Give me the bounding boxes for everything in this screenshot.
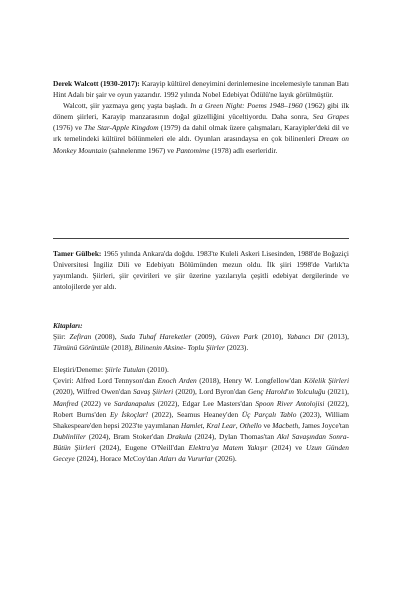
translation-title: Ey İskoçlar! bbox=[110, 409, 149, 419]
translation-title: Üç Parçalı Tablo bbox=[241, 409, 297, 419]
walcott-intro: Derek Walcott (1930-2017): Karayip kültürel deneyimini derinlemesine incelemesiyle tanınan Batı Hint Adalı bir şair ve oyun yazarıdır. 1992 yılında Nobel Edebiyat Ödülü'ne layık görülmüştür. bbox=[53, 79, 349, 100]
gulbek-bio bbox=[53, 248, 349, 292]
translation-author: Horace McCoy'dan bbox=[100, 454, 160, 464]
translation-author: Robert Burns'den bbox=[53, 409, 111, 419]
translation-title: Kölelik Şiirleri bbox=[304, 376, 350, 386]
book-title: Suda Tuhaf Hareketler bbox=[120, 332, 192, 342]
translation-title: Savaş Şiirleri bbox=[132, 387, 174, 397]
walcott-bio bbox=[53, 78, 349, 156]
translation-title: Atları da Vururlar bbox=[159, 454, 214, 464]
translation-author: Alfred Lord Tennyson'dan bbox=[75, 376, 158, 386]
book-year: (2018), bbox=[109, 343, 135, 353]
translation-year: ve bbox=[261, 420, 273, 430]
translation-author: James Joyce'tan bbox=[301, 420, 349, 430]
gulbek-name: Tamer Gülbek: bbox=[53, 249, 102, 258]
translation-title: Manfred bbox=[53, 398, 79, 408]
translation-title: Kral Lear bbox=[206, 420, 236, 430]
translation-author: Lord Byron'dan bbox=[198, 387, 248, 397]
book-year: (2008), bbox=[91, 332, 121, 342]
translation-author: Dylan Thomas'tan bbox=[219, 431, 278, 441]
translation-title: Akıl Savaşından Sonra- Bütün Şiirleri bbox=[53, 431, 350, 452]
translation-year: (2026). bbox=[213, 454, 237, 464]
translation-author: Seamus Heaney'den bbox=[176, 409, 242, 419]
translation-title: Spoon River Antolojisi bbox=[255, 398, 325, 408]
translation-title: Genç Harold'ın Yolculuğu bbox=[247, 387, 326, 397]
translation-year: (2023), bbox=[296, 409, 326, 419]
essay-list: Eleştiri/Deneme: Şiirle Tutulan (2010). bbox=[53, 365, 169, 375]
translation-year: (2024), bbox=[95, 442, 125, 452]
gulbek-intro: Tamer Gülbek: 1965 yılında Ankara'da doğdu. 1983'te Kuleli Askeri Lisesinden, 1988'de Boğaziçi Üniversitesi İngiliz Dili ve Edebiyatı Bölümünden mezun oldu. İlk şiiri 1998'de Varlık'ta yayımlandı. Şiirleri, şiir çevirileri ve şiir üzerine yazılarıyla çeşitli edebiyat dergilerinde ve antolojilerde yer aldı. bbox=[53, 249, 349, 292]
walcott-career: Walcott, şiir yazmaya genç yaşta başladı. In a Green Night: Poems 1948–1960 (1962) gibi ilk dönem şiirleri, Karayip manzarasının doğal güzelliğini yüceltiyordu. Daha sonra, Sea Grapes (1976) ve The Star-Apple Kingdom (1979) da dahil olmak üzere çalışmaları, Karayipler'deki dil ve ırk temelindeki kültürel bölünmeleri ele aldı. Oyunları arasındaysa en çok bilinenleri Dream on Monkey Mountain (sahnelenme 1967) ve Pantomime (1978) adlı eserleridir. bbox=[53, 101, 350, 155]
translation-year: (2022), bbox=[148, 409, 177, 419]
spacer bbox=[53, 353, 349, 364]
book-title: Güven Park bbox=[220, 332, 258, 342]
bibliography bbox=[53, 320, 349, 464]
book-title: Tümünü Görüntüle bbox=[53, 343, 110, 353]
translation-title: Elektra'ya Matem Yakışır bbox=[188, 442, 268, 452]
translation-year: (2024), bbox=[191, 431, 220, 441]
translation-year: (2022), bbox=[324, 398, 350, 408]
translation-author: Edgar Lee Masters'dan bbox=[182, 398, 256, 408]
book-year: (2013), bbox=[323, 332, 349, 342]
translation-year: (2018), bbox=[196, 376, 224, 386]
translation-author: Bram Stoker'dan bbox=[113, 431, 167, 441]
section-divider bbox=[53, 238, 349, 239]
translation-list: Çeviri: Alfred Lord Tennyson'dan Enoch Arden (2018), Henry W. Longfellow'dan Kölelik Şiirleri (2020), Wilfred Owen'dan Savaş Şiirleri (2020), Lord Byron'dan Genç Harold'ın Yolculuğu (2021), Manfred (2022) ve Sardanapalus (2022), Edgar Lee Masters'dan Spoon River Antolojisi (2022), Robert Burns'den Ey İskoçlar! (2022), Seamus Heaney'den Üç Parçalı Tablo (2023), William Shakespeare'den hepsi 2023'te yayımlanan Hamlet, Kral Lear, Othello ve Macbeth, James Joyce'tan Dublinliler (2024), Bram Stoker'dan Drakula (2024), Dylan Thomas'tan Akıl Savaşından Sonra- Bütün Şiirleri (2024), Eugene O'Neill'dan Elektra'ya Matem Yakışır (2024) ve Uzun Günden Geceye (2024), Horace McCoy'dan Atları da Vururlar (2026). bbox=[53, 376, 350, 464]
translation-year: (2024), bbox=[85, 431, 114, 441]
translation-year: (2022), bbox=[154, 398, 183, 408]
book-year: (2009), bbox=[191, 332, 221, 342]
translation-author: Wilfred Owen'dan bbox=[76, 387, 133, 397]
walcott-name: Derek Walcott (1930-2017): bbox=[53, 79, 140, 88]
translation-title: Sardanapalus bbox=[113, 398, 155, 408]
book-year: (2010), bbox=[257, 332, 287, 342]
translation-year: , bbox=[298, 420, 302, 430]
translation-author: William Shakespeare'den hepsi 2023'te yayımlanan bbox=[53, 409, 349, 430]
books-heading: Kitapları: bbox=[53, 321, 83, 330]
translation-title: Enoch Arden bbox=[157, 376, 197, 386]
book-title: Zefiran bbox=[69, 332, 92, 342]
translation-year: , bbox=[202, 420, 207, 430]
translation-title: Drakula bbox=[166, 431, 192, 441]
translation-title: Dublinliler bbox=[53, 431, 86, 441]
translation-year: (2020), bbox=[173, 387, 199, 397]
translation-year: (2022) ve bbox=[78, 398, 114, 408]
translation-year: (2020), bbox=[53, 387, 77, 397]
translation-year: (2024), bbox=[74, 454, 100, 464]
translation-title: Hamlet bbox=[180, 420, 203, 430]
translation-title: Othello bbox=[239, 420, 262, 430]
translation-year: (2024) ve bbox=[267, 442, 307, 452]
book-title: Yabancı Dil bbox=[286, 332, 324, 342]
translation-year: (2021), bbox=[325, 387, 349, 397]
book-title: Bilinenin Aksine- Toplu Şiirler bbox=[134, 343, 225, 353]
book-year: (2023). bbox=[224, 343, 249, 353]
translation-author: Henry W. Longfellow'dan bbox=[223, 376, 305, 386]
translation-title: Uzun Günden Geceye bbox=[53, 442, 349, 464]
translation-year: , bbox=[235, 420, 240, 430]
translation-title: Macbeth bbox=[272, 420, 299, 430]
poetry-list: Şiir: Zefiran (2008), Suda Tuhaf Hareketler (2009), Güven Park (2010), Yabancı Dil (2013), Tümünü Görüntüle (2018), Bilinenin Aksine- Toplu Şiirler (2023). bbox=[53, 332, 349, 353]
translation-author: Eugene O'Neill'dan bbox=[125, 442, 189, 452]
